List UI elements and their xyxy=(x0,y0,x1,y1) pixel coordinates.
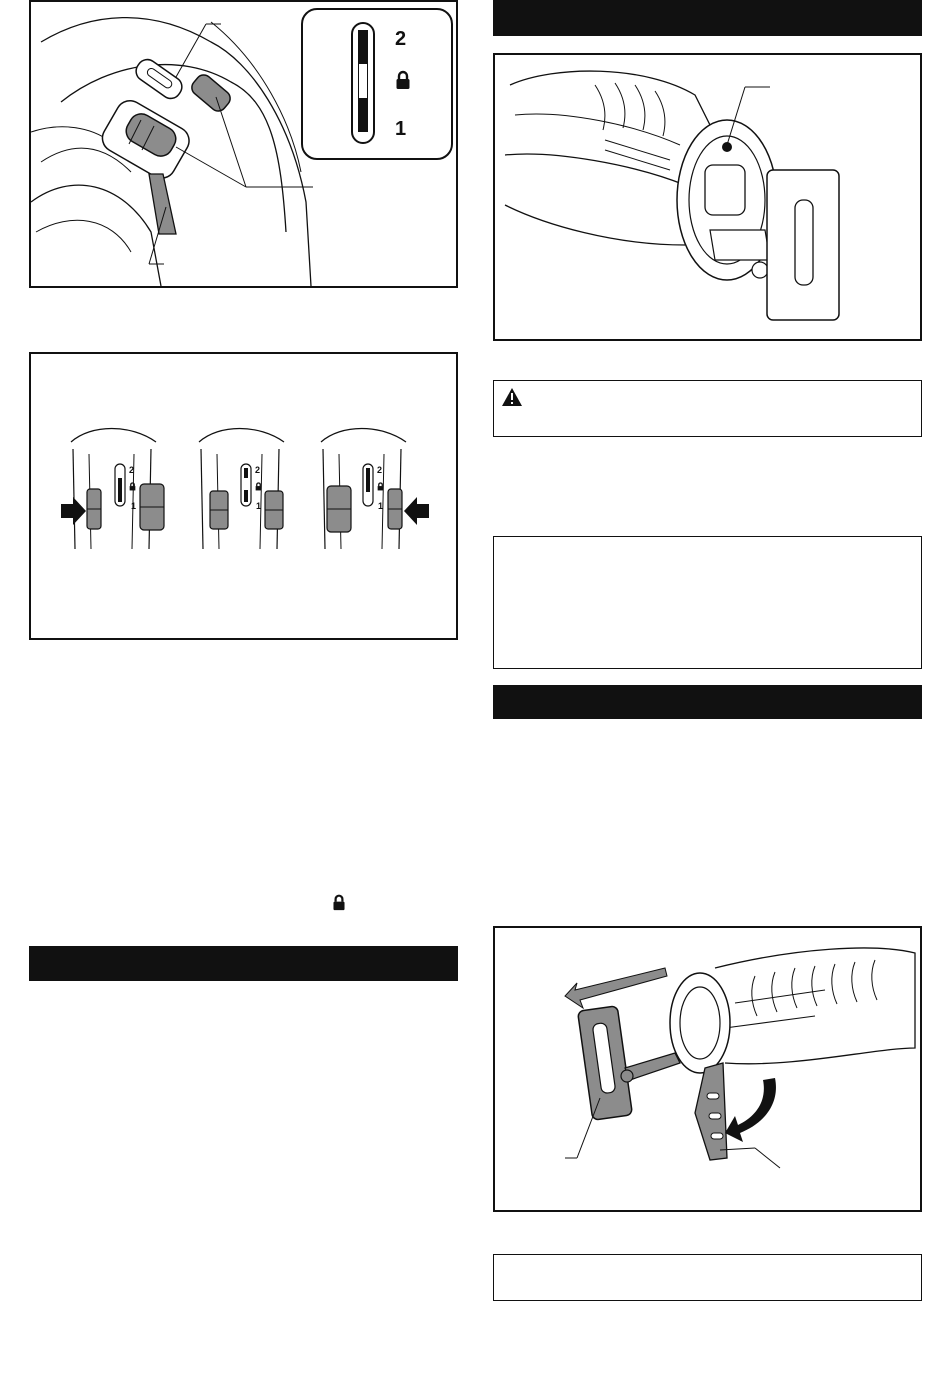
padlock-icon xyxy=(395,70,411,90)
tool3-label-1: 1 xyxy=(378,501,384,511)
section-heading-bar-left xyxy=(29,946,458,981)
switch-position-1 xyxy=(61,429,164,550)
warning-triangle-icon xyxy=(501,387,523,407)
tool2-label-2: 2 xyxy=(255,465,261,475)
indicator-bar-mid xyxy=(358,64,368,98)
note-box xyxy=(493,536,922,669)
tool2-label-1: 1 xyxy=(256,501,262,511)
section-heading-bar-top-right xyxy=(493,0,922,36)
warning-box xyxy=(493,380,922,437)
padlock-icon xyxy=(255,482,262,491)
figure-switch-positions xyxy=(29,352,458,640)
indicator-track xyxy=(351,22,375,144)
switch-position-2 xyxy=(321,429,429,550)
indicator-bar-top xyxy=(358,30,368,64)
indicator-inset xyxy=(301,8,453,160)
tool1-label-2: 2 xyxy=(129,465,135,475)
switch-position-lock xyxy=(199,429,284,550)
bottom-note-box xyxy=(493,1254,922,1301)
tool3-label-2: 2 xyxy=(377,465,383,475)
padlock-icon xyxy=(129,482,136,491)
tool1-label-1: 1 xyxy=(131,501,137,511)
switch-positions-illustration xyxy=(31,354,456,638)
padlock-icon xyxy=(332,894,346,911)
blade-holder-illustration xyxy=(495,55,920,339)
indicator-label-1: 1 xyxy=(395,118,407,140)
figure-switch-closeup xyxy=(29,0,458,288)
indicator-bar-bottom xyxy=(358,98,368,132)
indicator-label-2: 2 xyxy=(395,28,407,50)
section-heading-bar-mid-right xyxy=(493,685,922,719)
figure-shoe-adjustment xyxy=(493,926,922,1212)
padlock-icon xyxy=(377,482,384,491)
figure-blade-holder xyxy=(493,53,922,341)
shoe-adjustment-illustration xyxy=(495,928,920,1210)
